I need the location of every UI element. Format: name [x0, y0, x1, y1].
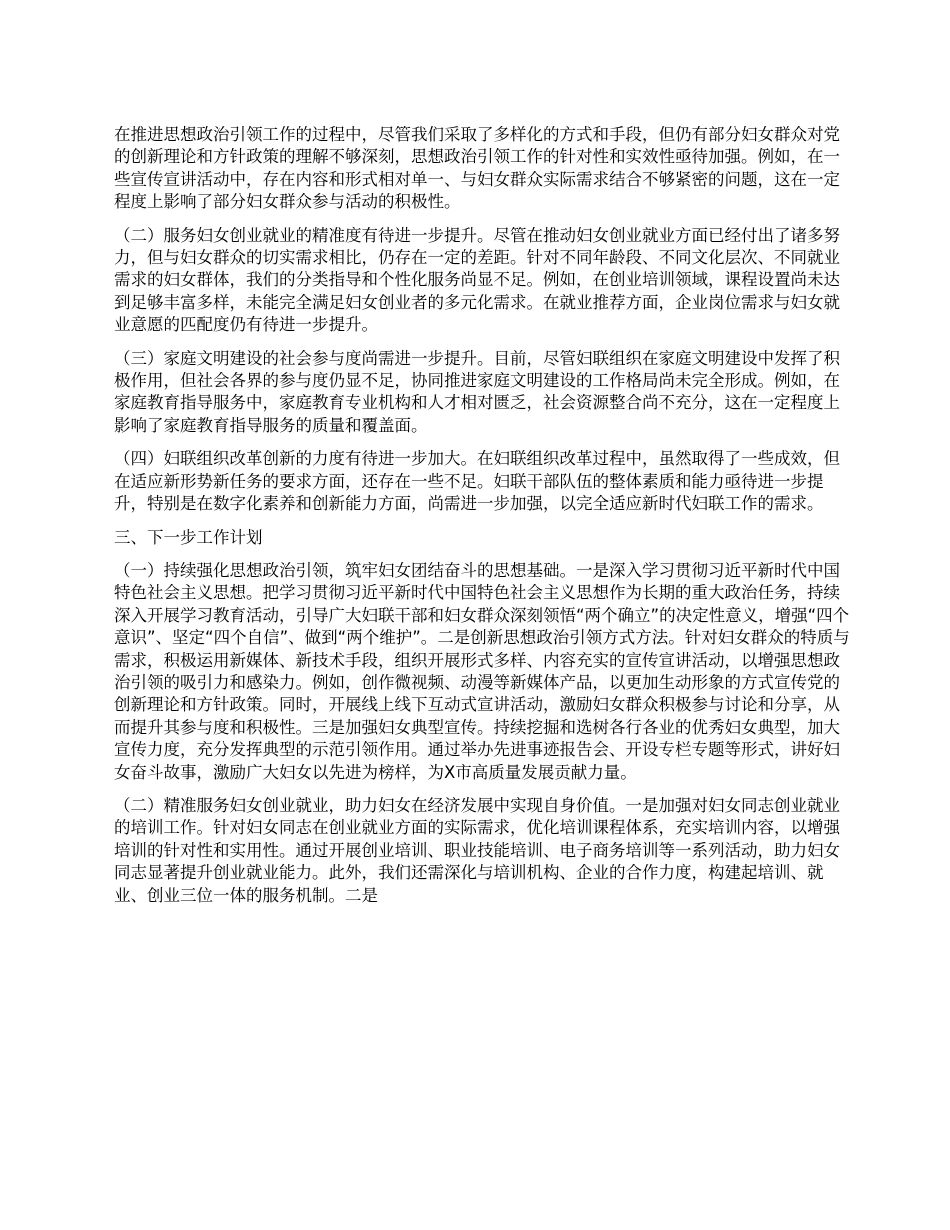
- section-heading-next-plan: 三、下一步工作计划: [114, 527, 263, 547]
- paragraph-plan-employment-service: （二）精准服务妇女创业就业，助力妇女在经济发展中实现自身价值。一是加强对妇女同志创业就业的培训工作。针对妇女同志在创业就业方面的实际需求，优化培训课程体系，充实培训内容，以增强培训的针对性和实用性。通过开展创业培训、职业技能培训、电子商务培训等一系列活动，助力妇女同志显著提升创业就业能力。此外，我们还需深化与培训机构、企业的合作力度，构建起培训、就业、创业三位一体的服务机制。二是: [114, 795, 840, 905]
- paragraph-family-civilization-issues: （三）家庭文明建设的社会参与度尚需进一步提升。目前，尽管妇联组织在家庭文明建设中发挥了积极作用，但社会各界的参与度仍显不足，协同推进家庭文明建设的工作格局尚未完全形成。例如，在家庭教育指导服务中，家庭教育专业机构和人才相对匮乏，社会资源整合尚不充分，这在一定程度上影响了家庭教育指导服务的质量和覆盖面。: [114, 348, 840, 435]
- document-body: [114, 124, 856, 918]
- paragraph-plan-political-guidance: （一）持续强化思想政治引领，筑牢妇女团结奋斗的思想基础。一是深入学习贯彻习近平新时代中国特色社会主义思想。把学习贯彻习近平新时代中国特色社会主义思想作为长期的重大政治任务，持续深入开展学习教育活动，引导广大妇联干部和妇女群众深刻领悟“两个确立”的决定性意义，增强“四个意识”、坚定“四个自信”、做到“两个维护”。二是创新思想政治引领方式方法。针对妇女群众的特质与需求，积极运用新媒体、新技术手段，组织开展形式多样、内容充实的宣传宣讲活动，以增强思想政治引领的吸引力和感染力。例如，创作微视频、动漫等新媒体产品，以更加生动形象的方式宣传党的创新理论和方针政策。同时，开展线上线下互动式宣讲活动，激励妇女群众积极参与讨论和分享，从而提升其参与度和积极性。三是加强妇女典型宣传。持续挖掘和选树各行各业的优秀妇女典型，加大宣传力度，充分发挥典型的示范引领作用。通过举办先进事迹报告会、开设专栏专题等形式，讲好妇女奋斗故事，激励广大妇女以先进为榜样，为X市高质量发展贡献力量。: [114, 560, 850, 782]
- paragraph-employment-service-issues: （二）服务妇女创业就业的精准度有待进一步提升。尽管在推动妇女创业就业方面已经付出了诸多努力，但与妇女群众的切实需求相比，仍存在一定的差距。针对不同年龄段、不同文化层次、不同就业需求的妇女群体，我们的分类指导和个性化服务尚显不足。例如，在创业培训领域，课程设置尚未达到足够丰富多样，未能完全满足妇女创业者的多元化需求。在就业推荐方面，企业岗位需求与妇女就业意愿的匹配度仍有待进一步提升。: [114, 225, 840, 335]
- paragraph-reform-innovation-issues: （四）妇联组织改革创新的力度有待进一步加大。在妇联组织改革过程中，虽然取得了一些成效，但在适应新形势新任务的要求方面，还存在一些不足。妇联干部队伍的整体素质和能力亟待进一步提升，特别是在数字化素养和创新能力方面，尚需进一步加强，以完全适应新时代妇联工作的需求。: [114, 449, 840, 514]
- paragraph-political-guidance-issues: 在推进思想政治引领工作的过程中，尽管我们采取了多样化的方式和手段，但仍有部分妇女群众对党的创新理论和方针政策的理解不够深刻，思想政治引领工作的针对性和实效性亟待加强。例如，在一些宣传宣讲活动中，存在内容和形式相对单一、与妇女群众实际需求结合不够紧密的问题，这在一定程度上影响了部分妇女群众参与活动的积极性。: [114, 125, 840, 212]
